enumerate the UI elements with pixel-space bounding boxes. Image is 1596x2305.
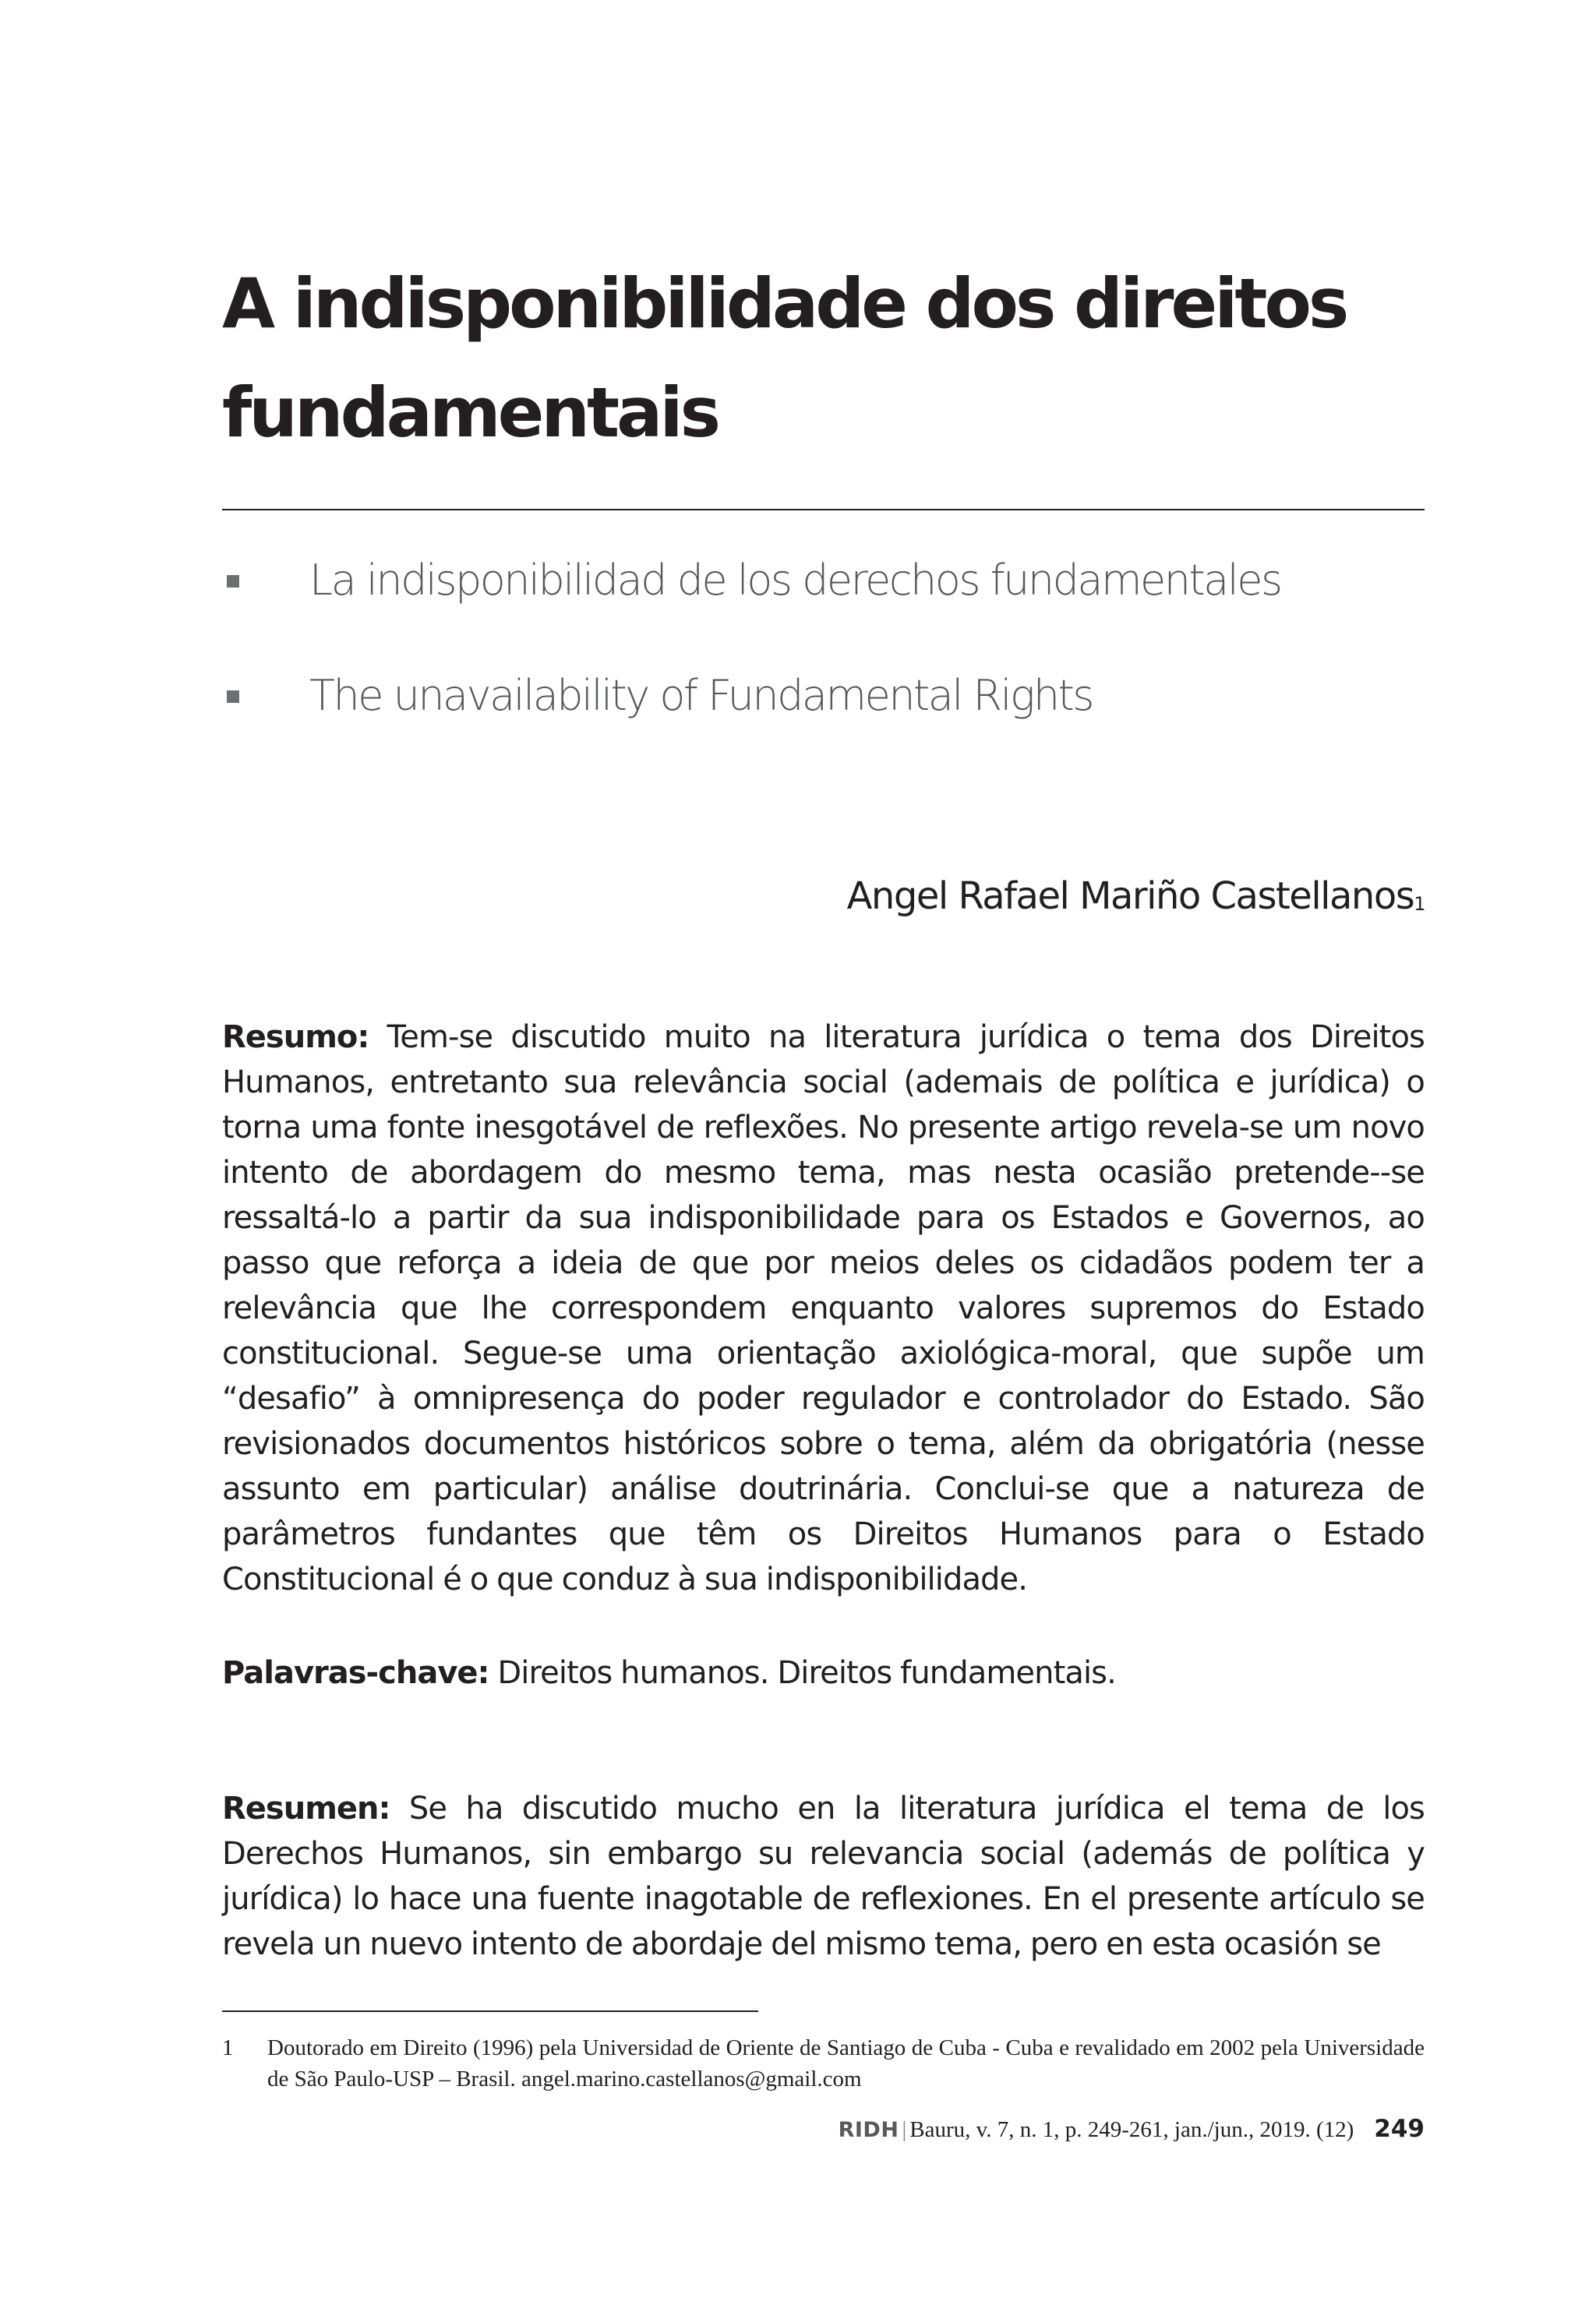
abstract-text: Se ha discutido mucho en la literatura jurídica el tema de los Derechos Humanos, sin embargo su relevancia social (además de política y jurídica) lo hace una fuente inagotable de reflexiones. En el presente artículo se revela un nuevo intento de abordaje del mismo tema, pero en esta ocasión se [222, 1791, 1425, 1962]
footer-separator: | [902, 2117, 907, 2142]
square-bullet-icon [227, 575, 239, 588]
article-title: A indisponibilidade dos direitos fundamentais [222, 263, 1347, 453]
abstract-text: Tem-se discutido muito na literatura jurídica o tema dos Direitos Humanos, entretanto sua relevância social (ademais de política e jurídica) o torna uma fonte inesgotável de reflexões. No presente artigo revela-se um novo intento de abordagem do mesmo tema, mas nesta ocasião pretende--se ressaltá-lo a partir da sua indisponibilidade para os Estados e Governos, ao passo que reforça a ideia de que por meios deles os cidadãos podem ter a relevância que lhe correspondem enquanto valores supremos do Estado constitucional. Segue-se uma orientação axiológica-moral, que supõe um “desafio” à omnipresença do poder regulador e controlador do Estado. São revisionados documentos históricos sobre o tema, além da obrigatória (nesse assunto em particular) análise doutrinária. Conclui-se que a natureza de parâmetros fundantes que têm os Direitos Humanos para o Estado Constitucional é o que conduz à sua indisponibilidade. [222, 1019, 1425, 1597]
running-footer [839, 2113, 1425, 2146]
keywords-label: Palavras-chave: [222, 1655, 489, 1691]
keywords-text: Direitos humanos. Direitos fundamentais. [497, 1655, 1116, 1691]
abstract-portuguese [222, 1015, 1425, 1602]
alternate-title-text: La indisponibilidad de los derechos fundamentales [309, 556, 1281, 605]
footnote [222, 2032, 1425, 2095]
author-name: Angel Rafael Mariño Castellanos [846, 874, 1414, 918]
citation-text: Bauru, v. 7, n. 1, p. 249-261, jan./jun., 2019. (12) [909, 2117, 1354, 2142]
footnote-number: 1 [222, 2035, 234, 2060]
footnote-reference: 1 [1414, 893, 1425, 915]
author-line [847, 865, 1425, 927]
title-divider [222, 509, 1425, 510]
alternate-title-text: The unavailability of Fundamental Rights [309, 671, 1093, 720]
alternate-title-spanish [222, 549, 1425, 665]
alternate-titles [222, 549, 1425, 780]
keywords [222, 1650, 1425, 1696]
footnote-divider [222, 2010, 758, 2012]
page-number: 249 [1374, 2115, 1425, 2143]
footnote-text: Doutorado em Direito (1996) pela Universidad de Oriente de Santiago de Cuba - Cuba e revalidado em 2002 pela Universidade de São Paulo-USP – Brasil. angel.marino.castellanos@gmail.com [267, 2035, 1425, 2091]
abstract-label: Resumen: [222, 1791, 390, 1827]
alternate-title-english [222, 665, 1425, 780]
journal-abbreviation: RIDH [838, 2118, 899, 2142]
abstract-label: Resumo: [222, 1019, 369, 1055]
square-bullet-icon [227, 690, 239, 703]
abstract-spanish [222, 1786, 1425, 1967]
